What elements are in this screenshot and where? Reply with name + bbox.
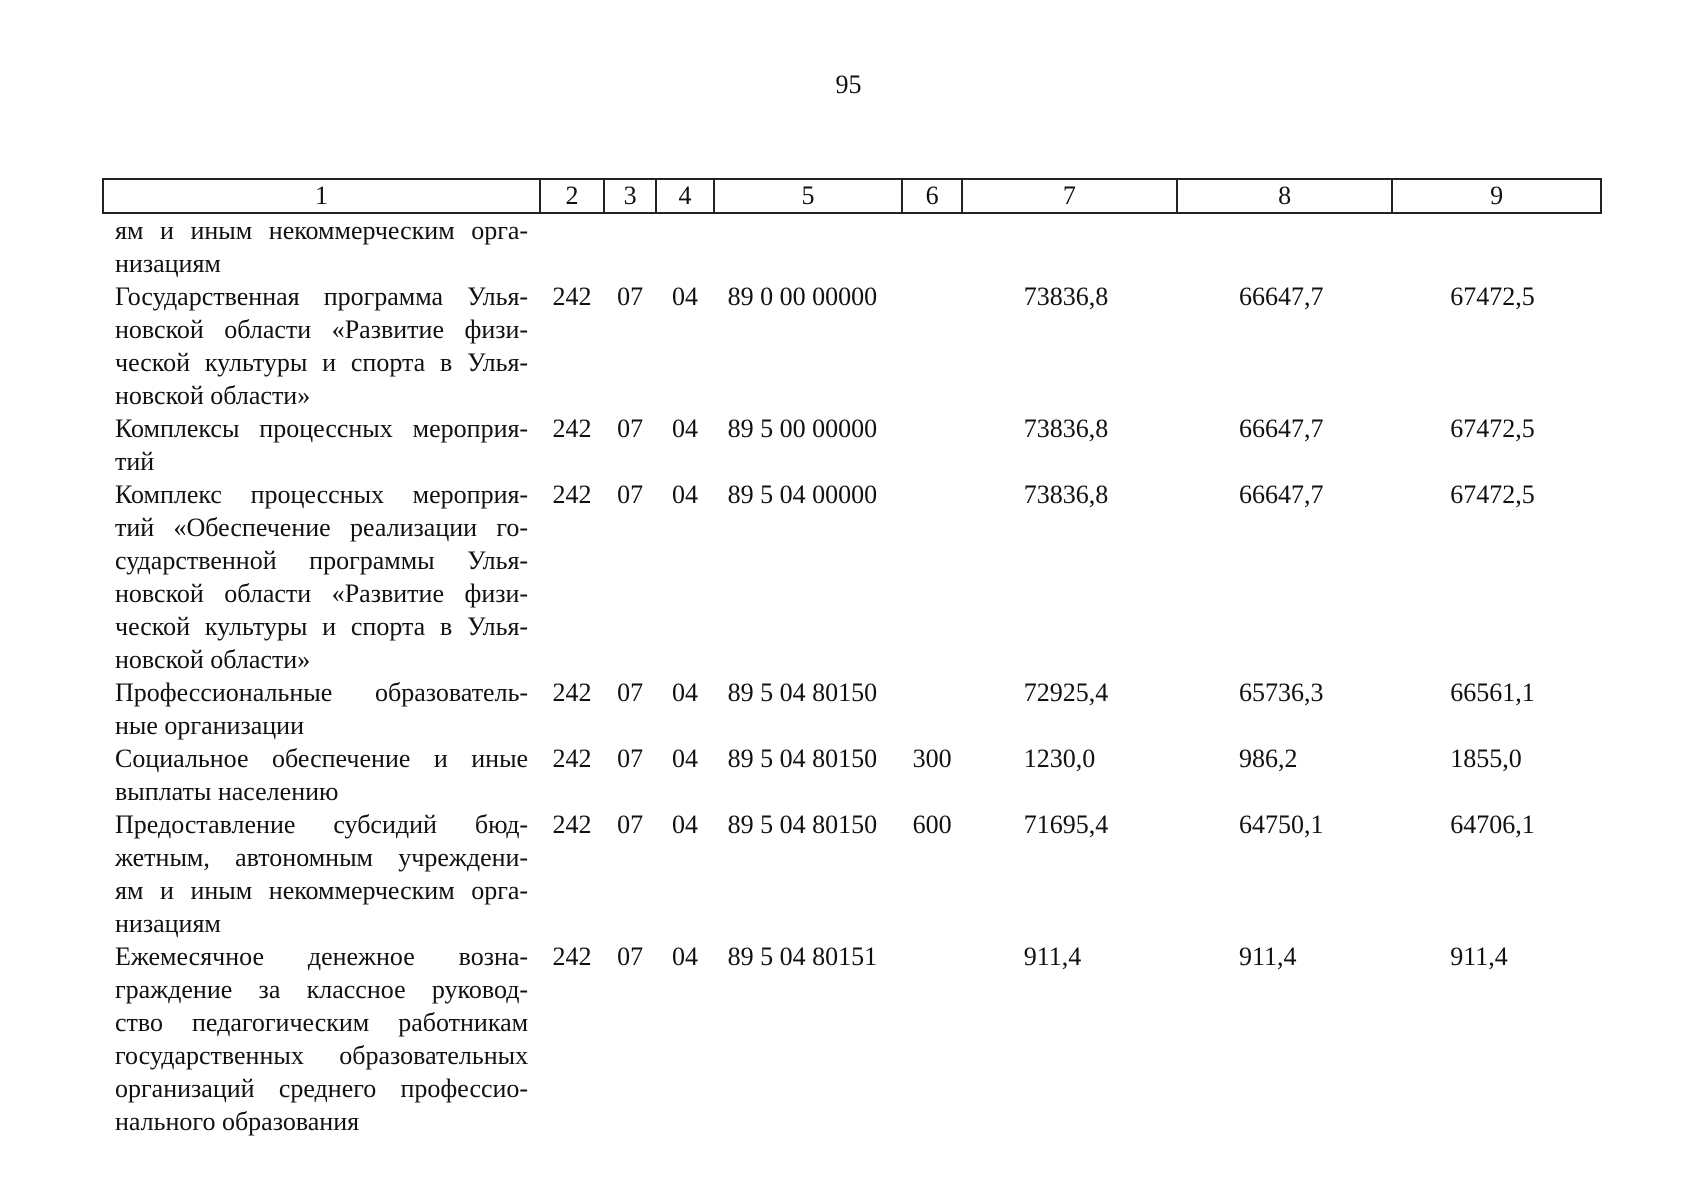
- cell-amount-2: 911,4: [1239, 942, 1297, 971]
- cell-section: 07: [617, 678, 644, 707]
- cell-subsection: 04: [672, 942, 699, 971]
- cell-expense-type: [902, 213, 961, 280]
- header-col-2: 2: [540, 179, 604, 213]
- table-row: [103, 412, 1601, 478]
- cell-amount-1: [962, 213, 1177, 280]
- table-row: [103, 940, 1601, 1138]
- table-row: [103, 478, 1601, 676]
- row-description: [103, 280, 540, 412]
- cell-amount-3: 66561,1: [1450, 678, 1535, 707]
- cell-expense-type: 300: [912, 744, 952, 773]
- description-line: Предоставление субсидий бюд-: [115, 810, 529, 839]
- cell-amount-2: 66647,7: [1239, 480, 1324, 509]
- table-row: [103, 808, 1601, 940]
- cell-amount-1: 1230,0: [1023, 744, 1096, 773]
- cell-amount-3: [1392, 213, 1601, 280]
- cell-amount-2: 66647,7: [1239, 282, 1324, 311]
- cell-target-article: 89 5 04 80151: [727, 942, 878, 971]
- description-line: сударственной программы Улья-: [115, 546, 529, 575]
- cell-target-article: 89 5 00 00000: [727, 414, 878, 443]
- cell-subsection: 04: [672, 744, 699, 773]
- cell-section: 07: [617, 744, 644, 773]
- description-line: ческой культуры и спорта в Улья-: [115, 348, 529, 377]
- header-col-1: 1: [103, 179, 540, 213]
- row-description: [103, 478, 540, 676]
- cell-subsection: 04: [672, 282, 699, 311]
- cell-target-article: 89 5 04 80150: [727, 744, 878, 773]
- budget-table: [102, 178, 1602, 1138]
- description-line: новской области»: [115, 381, 311, 410]
- cell-amount-3: 911,4: [1450, 942, 1508, 971]
- cell-section: 07: [617, 480, 644, 509]
- table-row: [103, 676, 1601, 742]
- cell-expense-type: 600: [912, 810, 952, 839]
- description-line: новской области «Развитие физи-: [115, 579, 529, 608]
- description-line: низациям: [115, 909, 221, 938]
- description-line: тий «Обеспечение реализации го-: [115, 513, 529, 542]
- header-col-9: 9: [1392, 179, 1601, 213]
- cell-subsection: 04: [672, 810, 699, 839]
- cell-gv: 242: [552, 678, 592, 707]
- cell-expense-type: [902, 280, 961, 412]
- cell-section: 07: [617, 942, 644, 971]
- cell-amount-2: 65736,3: [1239, 678, 1324, 707]
- description-line: Комплекс процессных мероприя-: [115, 480, 529, 509]
- cell-amount-1: 911,4: [1023, 942, 1082, 971]
- table-body: [103, 213, 1601, 1138]
- cell-expense-type: [902, 940, 961, 1138]
- page-number: 95: [835, 70, 862, 99]
- cell-section: 07: [617, 414, 644, 443]
- cell-amount-3: 1855,0: [1450, 744, 1522, 773]
- description-line: Ежемесячное денежное возна-: [115, 942, 529, 971]
- cell-subsection: 04: [672, 414, 699, 443]
- description-line: организаций среднего профессио-: [115, 1074, 529, 1103]
- budget-table-container: [102, 178, 1602, 1138]
- cell-amount-3: 67472,5: [1450, 480, 1535, 509]
- description-line: Государственная программа Улья-: [115, 282, 529, 311]
- cell-amount-2: 64750,1: [1239, 810, 1324, 839]
- table-row: [103, 213, 1601, 280]
- description-line: ям и иным некоммерческим орга-: [115, 876, 529, 905]
- cell-amount-1: 73836,8: [1023, 480, 1109, 509]
- description-line: государственных образовательных: [115, 1041, 529, 1070]
- header-col-3: 3: [604, 179, 657, 213]
- row-description: [103, 808, 540, 940]
- cell-amount-2: [1177, 213, 1392, 280]
- cell-target-article: 89 5 04 00000: [727, 480, 878, 509]
- cell-gv: 242: [552, 282, 592, 311]
- description-line: Социальное обеспечение и иные: [115, 744, 529, 773]
- cell-amount-3: 64706,1: [1450, 810, 1535, 839]
- row-description: [103, 940, 540, 1138]
- description-line: выплаты населению: [115, 777, 339, 806]
- cell-expense-type: [902, 478, 961, 676]
- cell-amount-1: 72925,4: [1023, 678, 1109, 707]
- description-line: ческой культуры и спорта в Улья-: [115, 612, 529, 641]
- cell-amount-1: 71695,4: [1023, 810, 1109, 839]
- cell-section: [604, 213, 657, 280]
- cell-subsection: 04: [672, 678, 699, 707]
- row-description: [103, 412, 540, 478]
- description-line: ство педагогическим работникам: [115, 1008, 529, 1037]
- description-line: нального образования: [115, 1107, 360, 1136]
- header-col-7: 7: [962, 179, 1177, 213]
- cell-amount-3: 67472,5: [1450, 414, 1535, 443]
- cell-gv: 242: [552, 810, 592, 839]
- description-line: ям и иным некоммерческим орга-: [115, 216, 529, 245]
- header-col-5: 5: [714, 179, 903, 213]
- header-row: [103, 179, 1601, 213]
- cell-section: 07: [617, 282, 644, 311]
- row-description: [103, 742, 540, 808]
- description-line: низациям: [115, 249, 221, 278]
- cell-target-article: 89 0 00 00000: [727, 282, 878, 311]
- row-description: [103, 676, 540, 742]
- table-row: [103, 742, 1601, 808]
- cell-subsection: 04: [672, 480, 699, 509]
- table-row: [103, 280, 1601, 412]
- cell-amount-2: 986,2: [1239, 744, 1298, 773]
- cell-gv: [540, 213, 604, 280]
- cell-subsection: [656, 213, 713, 280]
- cell-section: 07: [617, 810, 644, 839]
- header-col-6: 6: [902, 179, 961, 213]
- description-line: Комплексы процессных мероприя-: [115, 414, 529, 443]
- header-col-8: 8: [1177, 179, 1392, 213]
- cell-gv: 242: [552, 480, 592, 509]
- cell-target-article: [714, 213, 903, 280]
- cell-target-article: 89 5 04 80150: [727, 678, 878, 707]
- description-line: тий: [115, 447, 155, 476]
- cell-amount-2: 66647,7: [1239, 414, 1324, 443]
- description-line: новской области «Развитие физи-: [115, 315, 529, 344]
- description-line: ные организации: [115, 711, 305, 740]
- description-line: Профессиональные образователь-: [115, 678, 529, 707]
- cell-expense-type: [902, 412, 961, 478]
- description-line: граждение за классное руковод-: [115, 975, 529, 1004]
- description-line: жетным, автономным учреждени-: [115, 843, 529, 872]
- row-description: [103, 213, 540, 280]
- cell-amount-1: 73836,8: [1023, 414, 1109, 443]
- cell-expense-type: [902, 676, 961, 742]
- cell-gv: 242: [552, 414, 592, 443]
- cell-amount-3: 67472,5: [1450, 282, 1535, 311]
- cell-amount-1: 73836,8: [1023, 282, 1109, 311]
- cell-target-article: 89 5 04 80150: [727, 810, 878, 839]
- description-line: новской области»: [115, 645, 311, 674]
- cell-gv: 242: [552, 744, 592, 773]
- cell-gv: 242: [552, 942, 592, 971]
- header-col-4: 4: [656, 179, 713, 213]
